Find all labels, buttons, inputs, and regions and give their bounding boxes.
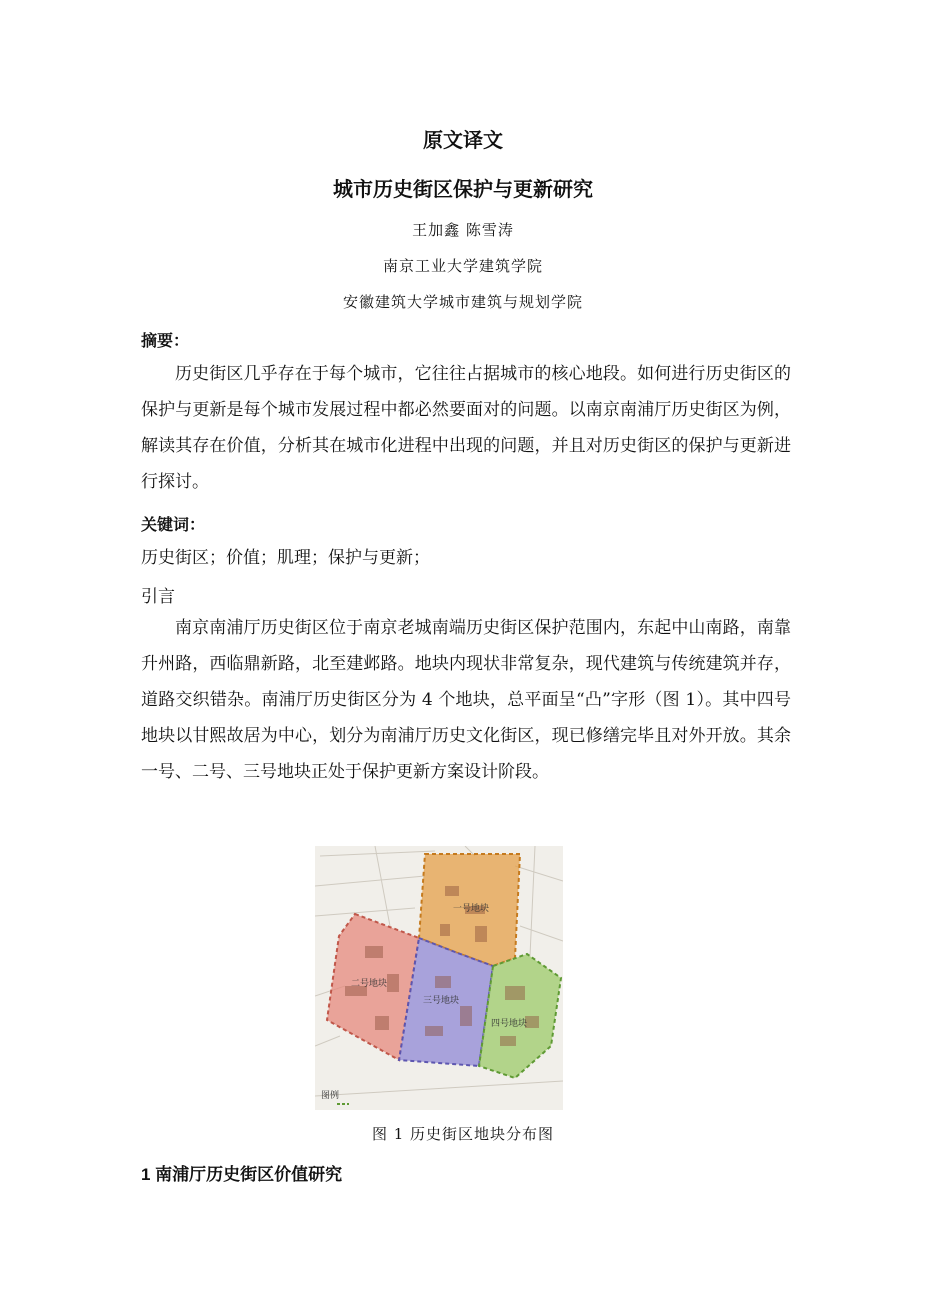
- affiliation-1: 南京工业大学建筑学院: [382, 257, 543, 275]
- authors: 王加鑫 陈雪涛: [412, 221, 514, 239]
- intro-heading: 引言: [141, 587, 175, 606]
- legend-title: 图例: [321, 1091, 340, 1101]
- map-image: [315, 846, 563, 1110]
- abstract-heading: 摘要：: [141, 333, 190, 350]
- affiliation-2: 安徽建筑大学城市建筑与规划学院: [342, 293, 583, 311]
- keywords-heading: 关键词：: [141, 517, 206, 534]
- paper-title: 城市历史街区保护与更新研究: [333, 179, 593, 201]
- abstract-text: 历史街区几乎存在于每个城市，它往往占据城市的核心地段。如何进行历史街区的保护与更新是每个城市发展过程中都必然要面对的问题。以南京南浦厅历史街区为例，解读其存在价值，分析其在城市化进程中出现的问题，并且对历史街区的保护与更新进行探讨。: [141, 364, 791, 492]
- document-label: 原文译文: [423, 130, 503, 152]
- keywords-text: 历史街区；价值；肌理；保护与更新；: [141, 548, 430, 568]
- block-3-label: 三号地块: [423, 996, 460, 1006]
- block-4-label: 四号地块: [491, 1019, 528, 1029]
- block-1-label: 一号地块: [453, 904, 490, 914]
- section-1-heading: 1 南浦厅历史街区价值研究: [141, 1165, 343, 1184]
- intro-text: 南京南浦厅历史街区位于南京老城南端历史街区保护范围内，东起中山南路，南靠升州路，西临鼎新路，北至建邺路。地块内现状非常复杂，现代建筑与传统建筑并存，道路交织错杂。南浦厅历史街区分为 4 个地块，总平面呈“凸”字形（图 1）。其中四号地块以甘熙故居为中心，划分为南浦厅历史文化街区，现已修缮完毕且对外开放。其余一号、二号、三号地块正处于保护更新方案设计阶段。: [141, 618, 791, 782]
- figure-caption: 图 1 历史街区地块分布图: [371, 1125, 555, 1143]
- block-distribution-map: [315, 846, 563, 1110]
- block-2-label: 二号地块: [351, 979, 388, 989]
